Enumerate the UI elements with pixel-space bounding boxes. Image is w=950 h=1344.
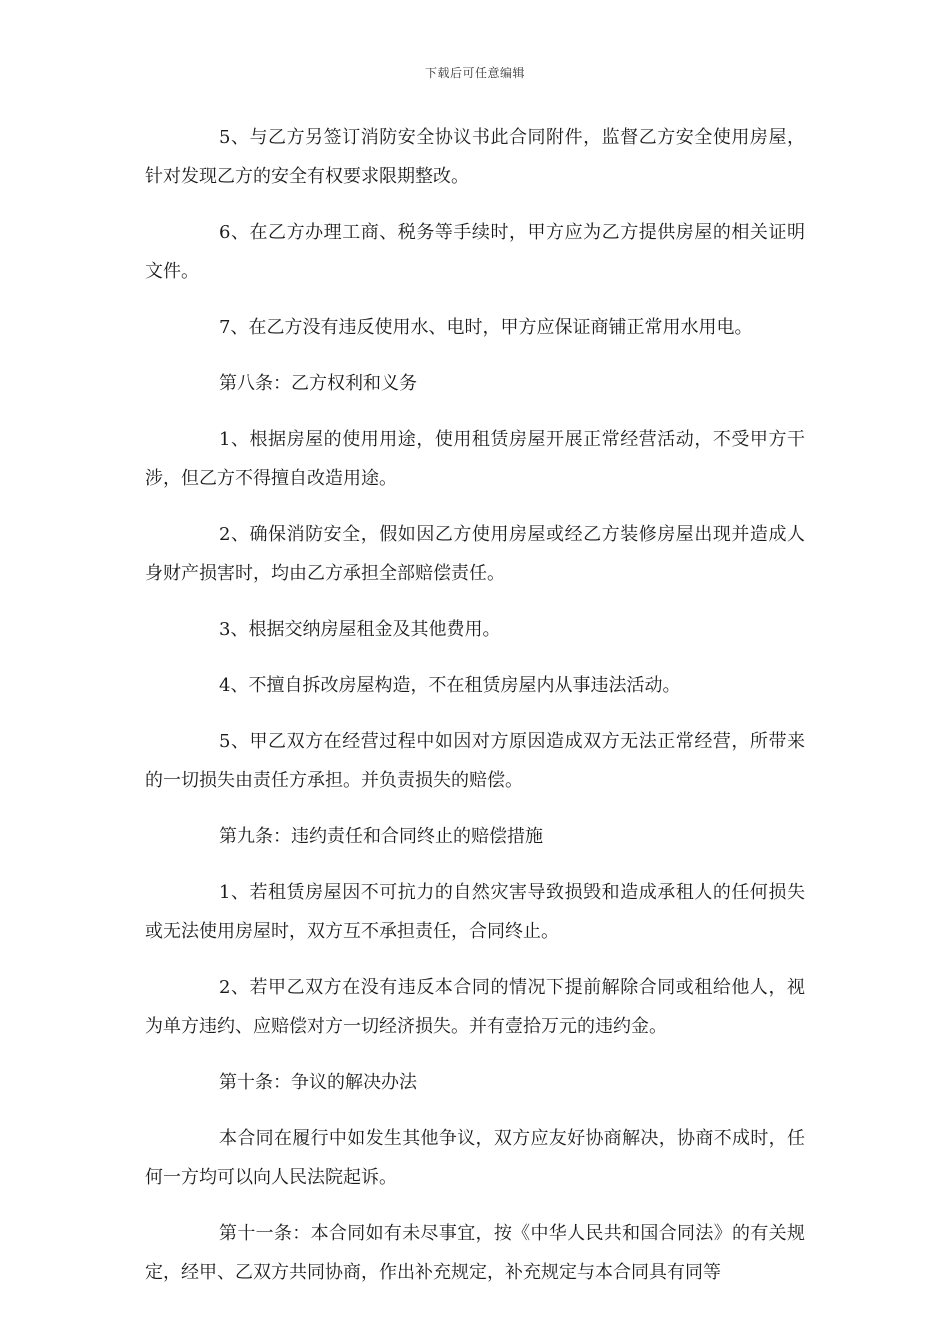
section-heading-article-10: 第十条：争议的解决办法 — [219, 1072, 417, 1093]
paragraph-clause-8-4: 4、不擅自拆改房屋构造，不在租赁房屋内从事违法活动。 — [219, 675, 681, 696]
paragraph-clause-8-3: 3、根据交纳房屋租金及其他费用。 — [219, 619, 501, 640]
paragraph-article-11: 第十一条：本合同如有未尽事宜，按《中华人民共和国合同法》的有关规定，经甲、乙双方共同协商，作出补充规定，补充规定与本合同具有同等 — [145, 1223, 805, 1283]
paragraph-clause-8-1: 1、根据房屋的使用用途，使用租赁房屋开展正常经营活动，不受甲方干涉，但乙方不得擅自改造用途。 — [145, 429, 805, 489]
paragraph-clause-8-5: 5、甲乙双方在经营过程中如因对方原因造成双方无法正常经营，所带来的一切损失由责任方承担。并负责损失的赔偿。 — [145, 731, 805, 791]
paragraph-clause-9-1: 1、若租赁房屋因不可抗力的自然灾害导致损毁和造成承租人的任何损失或无法使用房屋时，双方互不承担责任，合同终止。 — [145, 882, 805, 942]
paragraph-clause-7-5: 5、与乙方另签订消防安全协议书此合同附件，监督乙方安全使用房屋，针对发现乙方的安全有权要求限期整改。 — [145, 127, 805, 187]
page-header: 下载后可任意编辑 — [424, 66, 525, 80]
paragraph-clause-7-6: 6、在乙方办理工商、税务等手续时，甲方应为乙方提供房屋的相关证明文件。 — [145, 222, 805, 282]
paragraph-article-10-body: 本合同在履行中如发生其他争议，双方应友好协商解决，协商不成时，任何一方均可以向人民法院起诉。 — [145, 1128, 805, 1188]
section-heading-article-9: 第九条：违约责任和合同终止的赔偿措施 — [219, 826, 543, 847]
section-heading-article-8: 第八条：乙方权利和义务 — [219, 373, 417, 394]
document-body — [145, 118, 805, 1309]
paragraph-clause-9-2: 2、若甲乙双方在没有违反本合同的情况下提前解除合同或租给他人，视为单方违约、应赔偿对方一切经济损失。并有壹拾万元的违约金。 — [145, 977, 805, 1037]
paragraph-clause-7-7: 7、在乙方没有违反使用水、电时，甲方应保证商铺正常用水用电。 — [219, 317, 753, 338]
paragraph-clause-8-2: 2、确保消防安全，假如因乙方使用房屋或经乙方装修房屋出现并造成人身财产损害时，均由乙方承担全部赔偿责任。 — [145, 524, 805, 584]
